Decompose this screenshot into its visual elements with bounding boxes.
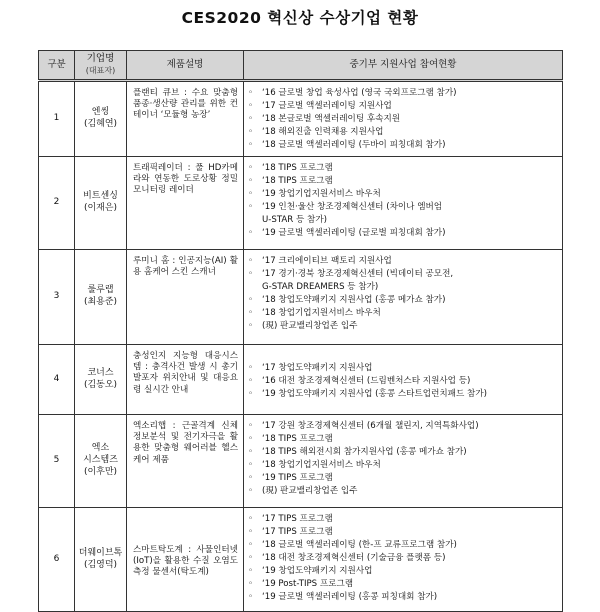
- company-cell: [75, 508, 127, 612]
- table-row: [39, 157, 563, 250]
- row-number: 1: [39, 81, 75, 157]
- company-cell: [75, 345, 127, 415]
- history-item: ◦ ‘18 창업기업지원서비스 바우처: [248, 459, 560, 472]
- history-item: ◦ ‘16 대전 창조경제혁신센터 (드림벤처스타 지원사업 등): [248, 375, 560, 388]
- row-number: 6: [39, 508, 75, 612]
- row-number: 5: [39, 415, 75, 508]
- history-list: [248, 87, 560, 152]
- company-name: 비트센싱: [83, 191, 118, 202]
- history-list: [248, 420, 560, 498]
- history-item: ◦ ‘16 글로벌 창업 육성사업 (영국 국외프로그램 참가): [248, 87, 560, 100]
- company-ceo: (김동오): [83, 379, 118, 390]
- header-company-sub: (대표자): [85, 66, 116, 75]
- history-cell: [244, 508, 563, 612]
- history-item: ◦ ‘17 크리에이티브 팩토리 지원사업: [248, 255, 560, 268]
- company-name-line2: 시스템즈: [83, 455, 118, 466]
- company-name: 엑소: [91, 443, 110, 454]
- company-ceo: (이후만): [83, 466, 118, 477]
- history-item: ◦ ‘18 대전 창조경제혁신센터 (기술금융 플랫폼 등): [248, 552, 560, 565]
- table-row: [39, 250, 563, 345]
- history-item: ◦ (現) 판교밸리창업존 입주: [248, 320, 560, 333]
- history-item: ◦ ‘19 창업도약패키지 지원사업 (홍콩 스타트업런치패드 참가): [248, 388, 560, 401]
- company-name: 더웨이브톡: [78, 547, 123, 558]
- row-number: 4: [39, 345, 75, 415]
- history-item: ◦ ‘18 TIPS 해외전시회 참가지원사업 (홍콩 메가쇼 참가): [248, 446, 560, 459]
- row-number: 3: [39, 250, 75, 345]
- history-item: ◦ ‘18 TIPS 프로그램: [248, 433, 560, 446]
- history-item: ◦ ‘17 TIPS 프로그램: [248, 526, 560, 539]
- history-item: ◦ ‘17 글로벌 액셀러레이팅 지원사업: [248, 100, 560, 113]
- header-row: [39, 51, 563, 81]
- history-item: ◦ ‘19 Post-TIPS 프로그램: [248, 578, 560, 591]
- table-row: [39, 345, 563, 415]
- history-cell: [244, 345, 563, 415]
- table-row: [39, 415, 563, 508]
- history-list: [248, 162, 560, 240]
- history-list: [248, 255, 560, 333]
- company-cell: [75, 415, 127, 508]
- history-item: ◦ ‘19 인천·울산 창조경제혁신센터 (차이나 엠버엄: [248, 201, 560, 214]
- history-item: ◦ ‘19 글로벌 액셀러레이팅 (글로벌 피칭대회 참가): [248, 227, 560, 240]
- header-company: [75, 51, 127, 81]
- history-item: ◦ ‘18 TIPS 프로그램: [248, 162, 560, 175]
- company-cell: [75, 81, 127, 157]
- history-item: ◦ ‘18 글로벌 액셀러레이팅 (두바이 피칭대회 참가): [248, 139, 560, 152]
- product-description: 충성인지 지능형 대응시스템 : 충격사건 발생 시 총기 발포자 위치안내 및 대응요령 실시간 안내: [127, 345, 244, 415]
- company-ceo: (김혜연): [83, 119, 118, 129]
- company-name: 코너스: [87, 367, 114, 378]
- history-item: U-STAR 등 참가): [262, 215, 327, 225]
- company-name: 룰루랩: [87, 285, 114, 296]
- history-item: ◦ (現) 판교밸리창업존 입주: [248, 485, 560, 498]
- history-cell: [244, 415, 563, 508]
- history-item: G-STAR DREAMERS 등 참가): [262, 282, 379, 292]
- header-history: 중기부 지원사업 참여현황: [244, 51, 563, 81]
- history-item: ◦ ‘18 TIPS 프로그램: [248, 175, 560, 188]
- company-cell: [75, 157, 127, 250]
- history-list: [248, 362, 560, 401]
- history-cell: [244, 250, 563, 345]
- history-item: ◦ ‘17 경기·경북 창조경제혁신센터 (빅데이터 공모전,: [248, 268, 560, 281]
- product-description: 루미니 홈 : 인공지능(AI) 활용 홈케어 스킨 스캐너: [127, 250, 244, 345]
- history-item: ◦ ‘18 해외진출 인력채용 지원사업: [248, 126, 560, 139]
- history-cell: [244, 157, 563, 250]
- company-name: 엔씽: [91, 107, 110, 118]
- product-description: 트래픽레이더 : 풀 HD카메라와 연동한 도로상황 정밀 모니터링 레이더: [127, 157, 244, 250]
- header-company-label: 기업명: [86, 52, 115, 64]
- table-row: [39, 81, 563, 157]
- history-item: ◦ ‘19 글로벌 액셀러레이팅 (홍콩 피칭대회 참가): [248, 591, 560, 604]
- history-item: ◦ ‘18 창업도약패키지 지원사업 (홍콩 메가쇼 참가): [248, 294, 560, 307]
- history-item: ◦ ‘18 창업기업지원서비스 바우처: [248, 307, 560, 320]
- history-item: ◦ ‘17 TIPS 프로그램: [248, 513, 560, 526]
- company-ceo: (최용준): [83, 297, 118, 307]
- history-cell: [244, 81, 563, 157]
- document-title: CES2020 혁신상 수상기업 현황: [181, 9, 419, 27]
- history-item: ◦ ‘17 창업도약패키지 지원사업: [248, 362, 560, 375]
- product-description: 스마트탁도계 : 사물인터넷(IoT)을 활용한 수질 오염도 측정 물센서(탁도계): [127, 508, 244, 612]
- history-item: ◦ ‘18 본글로벌 액셀러레이팅 후속지원: [248, 113, 560, 126]
- product-description: 엑소리햅 : 근골격계 신체 정보분석 및 전기자극을 활용한 맞춤형 웨어러블 헬스케어 제품: [127, 415, 244, 508]
- history-item: ◦ ‘19 창업기업지원서비스 바우처: [248, 188, 560, 201]
- awards-table: [38, 50, 563, 612]
- table-row: [39, 508, 563, 612]
- company-ceo: (이재은): [83, 203, 118, 213]
- history-item: ◦ ‘19 창업도약패키지 지원사업: [248, 565, 560, 578]
- product-description: 플랜티 큐브 : 수요 맞춤형 품종·생산량 관리를 위한 컨테이너 ‘모듈형 농장’: [127, 81, 244, 157]
- history-item: ◦ ‘18 글로벌 액셀러레이팅 (한-프 교류프로그램 참가): [248, 539, 560, 552]
- header-no: 구분: [39, 51, 75, 81]
- history-item: ◦ ‘19 TIPS 프로그램: [248, 472, 560, 485]
- company-ceo: (김영덕): [83, 559, 118, 570]
- row-number: 2: [39, 157, 75, 250]
- header-product: 제품설명: [127, 51, 244, 81]
- company-cell: [75, 250, 127, 345]
- history-item: ◦ ‘17 강원 창조경제혁신센터 (6개월 챌린지, 지역특화사업): [248, 420, 560, 433]
- history-list: [248, 513, 560, 604]
